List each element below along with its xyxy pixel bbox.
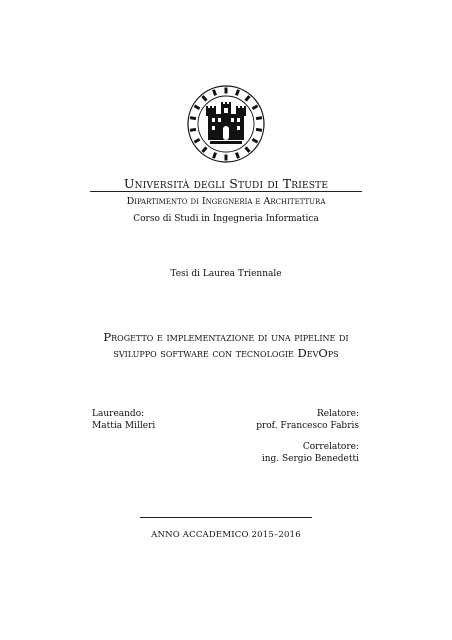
university-seal-icon [186,84,266,164]
supervisors-block [256,408,359,465]
supervisor-name: prof. Francesco Fabris [256,421,359,431]
candidate-label: Laureando: [92,409,145,419]
supervisor-label: Relatore: [316,409,359,419]
course-name: Corso di Studi in Ingegneria Informatica [133,214,319,224]
thesis-title-line-2: sviluppo software con tecnologie DevOps [113,346,339,360]
co-supervisor-label: Correlatore: [302,442,359,452]
footer-divider [140,517,312,518]
thesis-type: Tesi di Laurea Triennale [170,269,282,279]
thesis-title-line-1: Progetto e implementazione di una pipeline di [103,330,349,344]
co-supervisor-name: ing. Sergio Benedetti [261,454,359,464]
header-divider [90,191,362,192]
academic-year: ANNO ACCADEMICO 2015–2016 [151,530,301,540]
university-name: Università degli Studi di Trieste [123,176,329,191]
candidate-name: Mattia Milleri [92,421,156,431]
candidate-block [92,408,155,432]
department-name: Dipartimento di Ingegneria e Architettura [126,196,326,207]
